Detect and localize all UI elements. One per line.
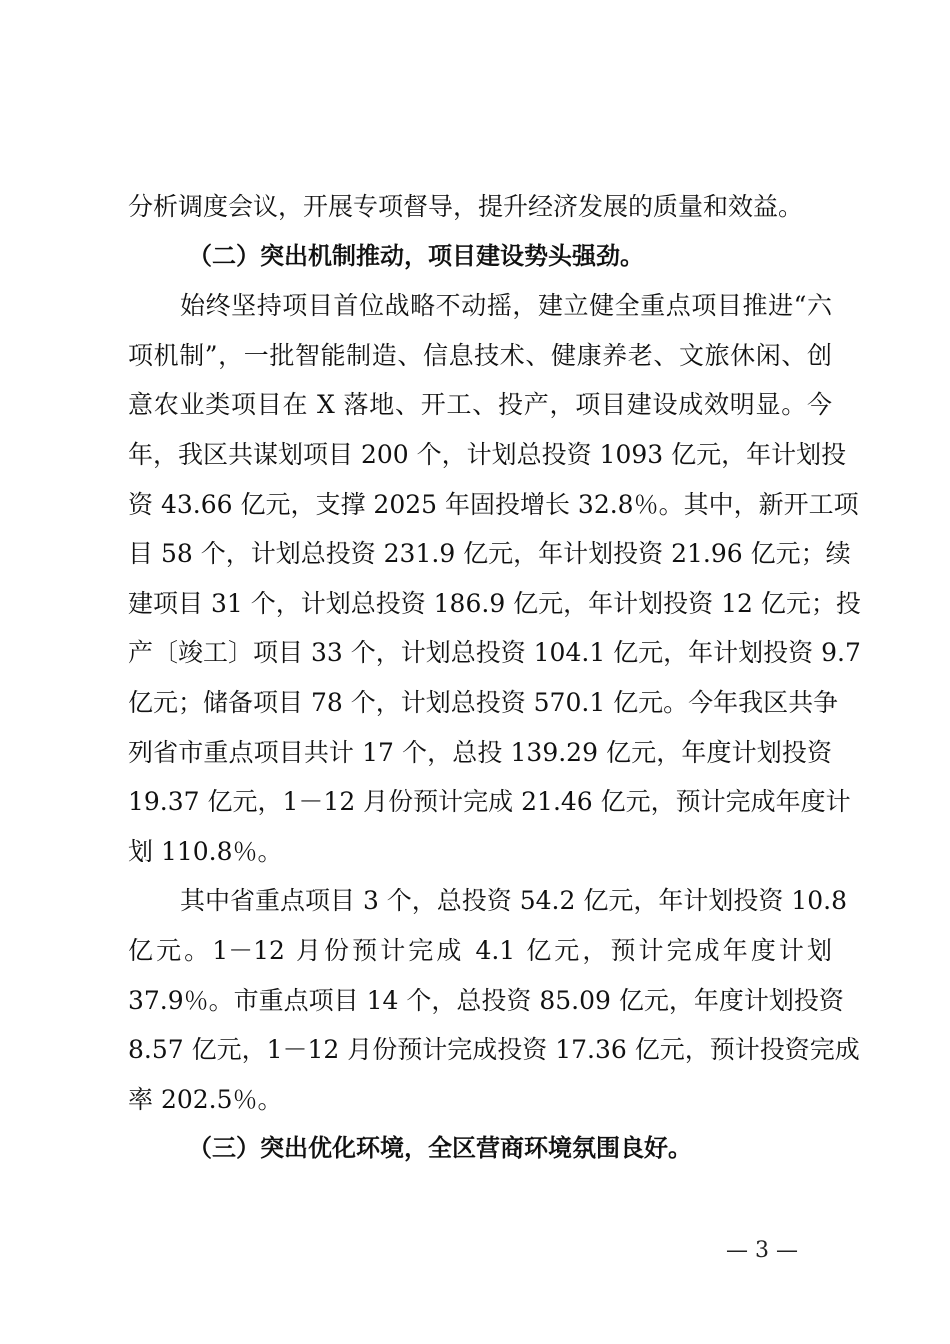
section-heading-2: （二）突出机制推动，项目建设势头强劲。 xyxy=(188,241,644,270)
paragraph-line: 分析调度会议，开展专项督导，提升经济发展的质量和效益。 xyxy=(128,192,804,221)
paragraph-line: 资 43.66 亿元，支撑 2025 年固投增长 32.8％。其中，新开工项 xyxy=(128,489,859,519)
document-body xyxy=(128,182,861,1174)
paragraph-line: 率 202.5％。 xyxy=(128,1084,283,1114)
paragraph-line: 项机制”，一批智能制造、信息技术、健康养老、文旅休闲、创 xyxy=(128,340,832,370)
paragraph-line: 建项目 31 个，计划总投资 186.9 亿元，年计划投资 12 亿元；投 xyxy=(128,588,861,618)
paragraph-line: 年，我区共谋划项目 200 个，计划总投资 1093 亿元，年计划投 xyxy=(128,439,847,469)
paragraph-line: 其中省重点项目 3 个，总投资 54.2 亿元，年计划投资 10.8 xyxy=(180,886,847,916)
paragraph-line: 8.57 亿元，1－12 月份预计完成投资 17.36 亿元，预计投资完成 xyxy=(128,1035,860,1065)
paragraph-line: 亿元；储备项目 78 个，计划总投资 570.1 亿元。今年我区共争 xyxy=(128,687,839,717)
paragraph-line: 19.37 亿元，1－12 月份预计完成 21.46 亿元，预计完成年度计 xyxy=(128,787,851,817)
paragraph-line: 亿元。1－12 月份预计完成 4.1 亿元，预计完成年度计划 xyxy=(128,935,832,965)
paragraph-line: 目 58 个，计划总投资 231.9 亿元，年计划投资 21.96 亿元；续 xyxy=(128,539,851,569)
paragraph-line: 意农业类项目在 X 落地、开工、投产，项目建设成效明显。今 xyxy=(128,390,832,420)
paragraph-line: 始终坚持项目首位战略不动摇，建立健全重点项目推进“六 xyxy=(180,291,832,321)
paragraph-line: 37.9％。市重点项目 14 个，总投资 85.09 亿元，年度计划投资 xyxy=(128,985,844,1015)
paragraph-line: 划 110.8％。 xyxy=(128,836,283,866)
page-number: — 3 — xyxy=(726,1238,798,1263)
paragraph-line: 产〔竣工〕项目 33 个，计划总投资 104.1 亿元，年计划投资 9.7 xyxy=(128,638,861,668)
paragraph-line: 列省市重点项目共计 17 个，总投 139.29 亿元，年度计划投资 xyxy=(128,737,832,767)
section-heading-3: （三）突出优化环境，全区营商环境氛围良好。 xyxy=(188,1134,692,1163)
